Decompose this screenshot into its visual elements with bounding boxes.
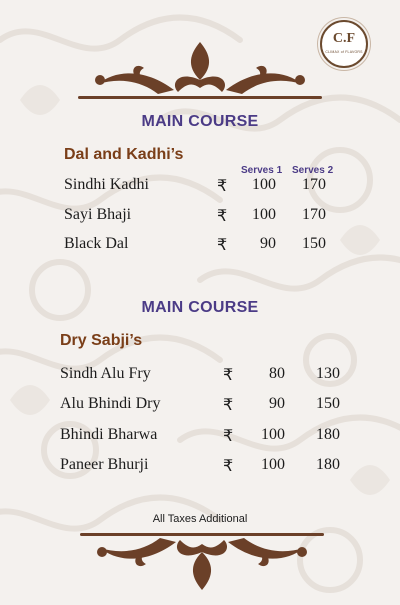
rupee-icon: ₹ (223, 428, 234, 445)
section-title-main-course-2: MAIN COURSE (141, 299, 259, 316)
serves-2-label: Serves 2 (292, 165, 334, 176)
item-name: Black Dal (64, 235, 129, 252)
price-serves-1: 100 (261, 456, 285, 473)
brand-logo (320, 20, 368, 68)
price-serves-1: 80 (269, 365, 285, 382)
logo-tagline: CLIMAX of FLAVORS (325, 50, 363, 54)
item-name: Sayi Bhaji (64, 206, 132, 223)
taxes-note: All Taxes Additional (152, 513, 248, 525)
price-serves-1: 100 (261, 426, 285, 443)
price-serves-2: 170 (302, 206, 326, 223)
price-serves-2: 180 (316, 426, 340, 443)
price-serves-2: 150 (302, 235, 326, 252)
rupee-icon: ₹ (223, 367, 234, 384)
serves-1-label: Serves 1 (241, 165, 283, 176)
item-name: Bhindi Bharwa (60, 426, 158, 443)
price-serves-1: 100 (252, 206, 276, 223)
subheading-dal-and-kadhi: Dal and Kadhi’s (64, 146, 184, 163)
menu-item-row (0, 395, 400, 419)
price-serves-1: 90 (269, 395, 285, 412)
ornament-bottom-icon (80, 530, 324, 592)
rupee-icon: ₹ (217, 208, 228, 225)
subheading-dry-sabji: Dry Sabji’s (60, 332, 143, 349)
menu-item-row (0, 426, 400, 450)
menu-item-row (0, 456, 400, 480)
menu-item-row (0, 365, 400, 389)
item-name: Paneer Bhurji (60, 456, 149, 473)
item-name: Sindh Alu Fry (60, 365, 151, 382)
menu-item-row (0, 206, 400, 230)
rupee-icon: ₹ (217, 178, 228, 195)
item-name: Sindhi Kadhi (64, 176, 149, 193)
price-serves-2: 170 (302, 176, 326, 193)
item-name: Alu Bhindi Dry (60, 395, 161, 412)
price-serves-2: 150 (316, 395, 340, 412)
rupee-icon: ₹ (223, 458, 234, 475)
ornament-top-icon (78, 40, 322, 102)
section-title-main-course-1: MAIN COURSE (141, 113, 259, 130)
price-serves-1: 100 (252, 176, 276, 193)
price-serves-2: 180 (316, 456, 340, 473)
logo-mark: C.F (332, 31, 356, 46)
price-serves-2: 130 (316, 365, 340, 382)
menu-item-row (0, 235, 400, 259)
rupee-icon: ₹ (223, 397, 234, 414)
price-serves-1: 90 (260, 235, 276, 252)
rupee-icon: ₹ (217, 237, 228, 254)
menu-item-row (0, 176, 400, 200)
